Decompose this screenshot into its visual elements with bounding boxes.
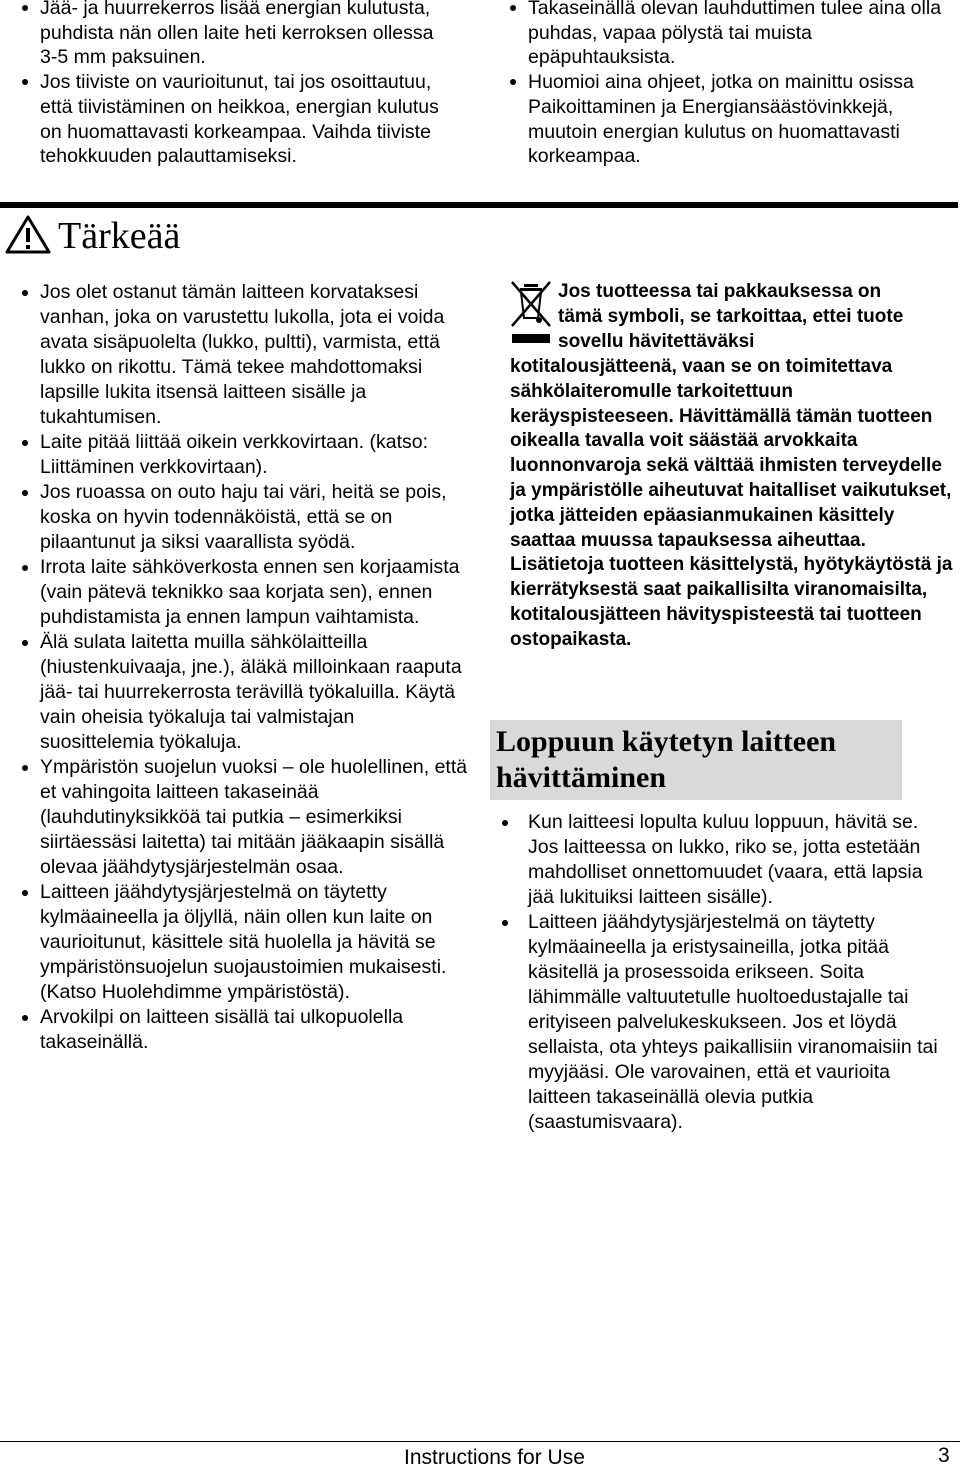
- page-number: 3: [938, 1444, 950, 1467]
- list-item: Irrota laite sähköverkosta ennen sen korjaamista (vain pätevä teknikko saa korjata sen), ennen puhdistamista ja ennen lampun vaihtamista.: [0, 555, 468, 630]
- top-right-list: [500, 0, 955, 169]
- list-item: Älä sulata laitetta muilla sähkölaitteilla (hiustenkuivaaja, jne.), äläkä milloinkaan raaputa jää- tai huurrekerrosta terävillä työkaluilla. Käytä vain oheisia työkaluja tai valmistajan suosittelemia työkaluja.: [0, 630, 468, 755]
- footer-rule: [0, 1441, 960, 1442]
- list-item: Laitteen jäähdytysjärjestelmä on täytetty kylmäaineella ja eristysaineilla, jotka pitää käsitellä ja prosessoida erikseen. Soita lähimmälle valtuutetulle huoltoedustajalle tai erityiseen palvelukeskukseen. Jos et löydä sellaista, ota yhteys paikallisiin viranomaisiin tai myyjääsi. Ole varovainen, että et vaurioita laitteen takaseinällä olevia putkia (saastumisvaara).: [490, 910, 945, 1135]
- list-item: Laite pitää liittää oikein verkkovirtaan. (katso: Liittäminen verkkovirtaan).: [0, 430, 468, 480]
- top-left-list: [0, 0, 440, 169]
- disposal-list: [490, 810, 945, 1135]
- weee-first-line-3: sovellu hävitettäväksi: [558, 331, 755, 352]
- list-item: Kun laitteesi lopulta kuluu loppuun, hävitä se. Jos laitteessa on lukko, riko se, jotta estetään mahdolliset onnettomuudet (vaara, että lapsia jää lukituiksi laitteen sisälle).: [490, 810, 945, 910]
- important-heading: Tärkeää: [58, 215, 181, 257]
- list-item: Jos ruoassa on outo haju tai väri, heitä se pois, koska on hyvin todennäköistä, että se on pilaantunut ja siksi vaarallista syödä.: [0, 480, 468, 555]
- warning-triangle-icon: [5, 214, 51, 254]
- footer-label: Instructions for Use: [404, 1446, 585, 1469]
- disposal-heading: Loppuun käytetyn laitteen hävittäminen: [490, 720, 902, 800]
- weee-first-line-2: tämä symboli, se tarkoittaa, ettei tuote: [558, 306, 904, 327]
- list-item: Jos tiiviste on vaurioitunut, tai jos osoittautuu, että tiivistäminen on heikkoa, energian kulutus on huomattavasti korkeampaa. Vaihda tiiviste tehokkuuden palauttamiseksi.: [0, 70, 440, 169]
- list-item: Jos olet ostanut tämän laitteen korvataksesi vanhan, joka on varustettu lukolla, jota ei voida avata sisäpuolelta (lukko, pultti), varmista, että lukko on rikottu. Tämä tekee mahdottomaksi lapsille lukita itsensä laitteen sisälle ja tukahtumisen.: [0, 280, 468, 430]
- list-item: Arvokilpi on laitteen sisällä tai ulkopuolella takaseinällä.: [0, 1005, 468, 1055]
- list-item: Ympäristön suojelun vuoksi – ole huolellinen, että et vahingoita laitteen takaseinää (lauhdutinyksikköä tai putkia – esimerkiksi siirtäessäsi laitetta) tai mitään jääkaapin sisällä olevaa jäähdytysjärjestelmän osaa.: [0, 755, 468, 880]
- section-divider-bar: [0, 202, 958, 208]
- list-item: Takaseinällä olevan lauhduttimen tulee aina olla puhdas, vapaa pölystä tai muista epäpuhtauksista.: [500, 0, 955, 70]
- list-item: Jää- ja huurrekerros lisää energian kulutusta, puhdista nän ollen laite heti kerroksen ollessa 3-5 mm paksuinen.: [0, 0, 440, 70]
- list-item: Huomioi aina ohjeet, jotka on mainittu osissa Paikoittaminen ja Energiansäästövinkkejä, muutoin energian kulutus on huomattavasti korkeampaa.: [500, 70, 955, 169]
- crossed-out-wheelie-bin-icon: [508, 278, 554, 348]
- list-item: Laitteen jäähdytysjärjestelmä on täytetty kylmäaineella ja öljyllä, näin ollen kun laite on vaurioitunut, käsittele sitä huolella ja hävitä se ympäristönsuojelun suojaustoimien mukaisesti. (Katso Huolehdimme ympäristöstä).: [0, 880, 468, 1005]
- important-list: [0, 280, 468, 1055]
- weee-first-line-1: Jos tuotteessa tai pakkauksessa on: [558, 281, 882, 302]
- weee-body-text: kotitalousjätteenä, vaan se on toimitettava sähkölaiteromulle tarkoitettuun keräyspisteeseen. Hävittämällä tämän tuotteen oikealla tavalla voit säästää arvokkaita luonnonvaroja sekä välttää ihmisten terveydelle ja ympäristölle aiheutuvat haitalliset vaikutukset, jotka jätteiden epäasianmukainen käsittely saattaa muussa tapauksessa aiheuttaa. Lisätietoja tuotteen käsittelystä, hyötykäytöstä ja kierrätyksestä saat paikallisilta viranomaisilta, kotitalousjätteen hävityspisteestä tai tuotteen ostopaikasta.: [510, 356, 953, 650]
